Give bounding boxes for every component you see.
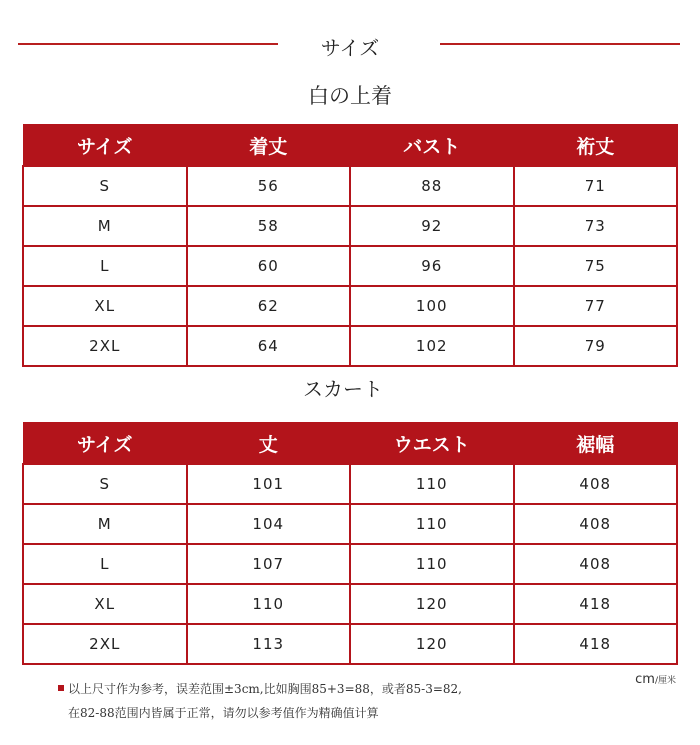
table-cell: 110: [350, 504, 514, 544]
table-row: [23, 286, 677, 326]
table-cell: 64: [187, 326, 351, 366]
table-row: [23, 246, 677, 286]
table-cell: 102: [350, 326, 514, 366]
table-cell: L: [23, 246, 187, 286]
table-cell: 104: [187, 504, 351, 544]
table-cell: 71: [514, 166, 678, 206]
skirt-title: スカート: [303, 377, 383, 401]
column-header: サイズ: [23, 423, 187, 465]
table-cell: 110: [350, 544, 514, 584]
skirt-size-table: [22, 422, 678, 665]
table-cell: 2XL: [23, 326, 187, 366]
table-header-row: [23, 125, 677, 167]
table-cell: 96: [350, 246, 514, 286]
unit-text: cm: [635, 672, 655, 687]
table-cell: 418: [514, 584, 678, 624]
table-cell: 107: [187, 544, 351, 584]
column-header: 裾幅: [514, 423, 678, 465]
table-cell: 110: [350, 464, 514, 504]
table-cell: 120: [350, 624, 514, 664]
tops-title: 白の上着: [308, 84, 392, 108]
table-cell: 120: [350, 584, 514, 624]
table-row: [23, 584, 677, 624]
table-cell: XL: [23, 286, 187, 326]
table-cell: M: [23, 206, 187, 246]
note-line-2: 在82-88范围内皆属于正常，请勿以参考值作为精确值计算: [68, 706, 379, 720]
table-row: [23, 624, 677, 664]
column-header: 裄丈: [514, 125, 678, 167]
table-cell: 79: [514, 326, 678, 366]
column-header: 着丈: [187, 125, 351, 167]
table-row: [23, 166, 677, 206]
table-cell: 113: [187, 624, 351, 664]
unit-label: [635, 672, 676, 687]
column-header: サイズ: [23, 125, 187, 167]
table-row: [23, 504, 677, 544]
table-cell: S: [23, 166, 187, 206]
table-cell: 101: [187, 464, 351, 504]
table-cell: 408: [514, 464, 678, 504]
table-cell: 110: [187, 584, 351, 624]
table-cell: 56: [187, 166, 351, 206]
note-line-1: 以上尺寸作为参考，误差范围±3cm,比如胸围85+3=88，或者85-3=82,: [68, 682, 462, 696]
table-row: [23, 544, 677, 584]
table-cell: 2XL: [23, 624, 187, 664]
table-row: [23, 464, 677, 504]
table-header-row: [23, 423, 677, 465]
tops-size-table: [22, 124, 678, 367]
table-cell: 418: [514, 624, 678, 664]
table-cell: 58: [187, 206, 351, 246]
table-cell: 77: [514, 286, 678, 326]
table-row: [23, 206, 677, 246]
table-cell: 75: [514, 246, 678, 286]
table-cell: 92: [350, 206, 514, 246]
table-cell: 88: [350, 166, 514, 206]
note-bullet-icon: [58, 685, 64, 691]
table-cell: M: [23, 504, 187, 544]
column-header: バスト: [350, 125, 514, 167]
table-cell: 100: [350, 286, 514, 326]
table-cell: 60: [187, 246, 351, 286]
table-cell: 408: [514, 544, 678, 584]
table-cell: 408: [514, 504, 678, 544]
page-title: サイズ: [320, 36, 380, 60]
column-header: ウエスト: [350, 423, 514, 465]
table-row: [23, 326, 677, 366]
table-cell: 73: [514, 206, 678, 246]
table-cell: 62: [187, 286, 351, 326]
table-cell: XL: [23, 584, 187, 624]
unit-subtext: /厘米: [654, 676, 676, 686]
column-header: 丈: [187, 423, 351, 465]
table-cell: L: [23, 544, 187, 584]
header-rule-right: [440, 43, 680, 45]
table-cell: S: [23, 464, 187, 504]
